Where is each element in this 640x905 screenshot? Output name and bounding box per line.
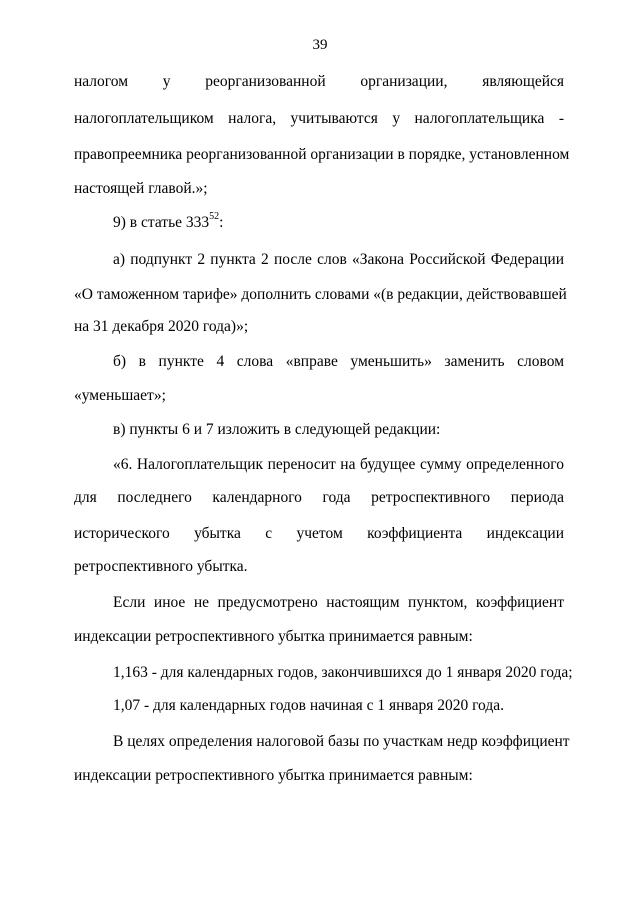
text-line: «6. Налогоплательщик переносит на будущее сумму определенного	[113, 456, 564, 473]
page-number: 39	[312, 37, 328, 53]
text-line: правопреемника реорганизованной организации в порядке, установленном	[74, 146, 570, 163]
text-line: для последнего календарного года ретроспективного периода	[74, 489, 564, 506]
text-line: В целях определения налоговой базы по участкам недр коэффициент	[113, 733, 570, 750]
text-line: 1,07 - для календарных годов начиная с 1 января 2020 года.	[113, 697, 505, 714]
text-line: в) пункты 6 и 7 изложить в следующей редакции:	[113, 421, 441, 438]
text-line: на 31 декабря 2020 года)»;	[74, 318, 249, 335]
text-span: 9) в статье 333	[113, 214, 210, 231]
text-line: индексации ретроспективного убытка принимается равным:	[74, 767, 473, 784]
text-line: индексации ретроспективного убытка принимается равным:	[74, 628, 473, 645]
text-line: ретроспективного убытка.	[74, 558, 248, 575]
text-line: Если иное не предусмотрено настоящим пунктом, коэффициент	[113, 594, 564, 611]
superscript: 52	[209, 210, 220, 222]
text-line: налогоплательщиком налога, учитываются у налогоплательщика -	[74, 110, 564, 127]
text-line: «уменьшает»;	[74, 387, 166, 404]
text-line: настоящей главой.»;	[74, 180, 208, 197]
text-line: «О таможенном тарифе» дополнить словами «(в редакции, действовавшей	[74, 286, 567, 303]
text-line: б) в пункте 4 слова «вправе уменьшить» заменить словом	[113, 353, 564, 370]
text-line: а) подпункт 2 пункта 2 после слов «Закона Российской Федерации	[113, 251, 564, 268]
text-span: :	[219, 214, 224, 231]
list-item-heading	[113, 210, 224, 232]
text-line: 1,163 - для календарных годов, закончившихся до 1 января 2020 года;	[113, 664, 573, 681]
text-line: налогом у реорганизованной организации, являющейся	[74, 73, 564, 90]
text-line: исторического убытка с учетом коэффициента индексации	[74, 525, 564, 542]
